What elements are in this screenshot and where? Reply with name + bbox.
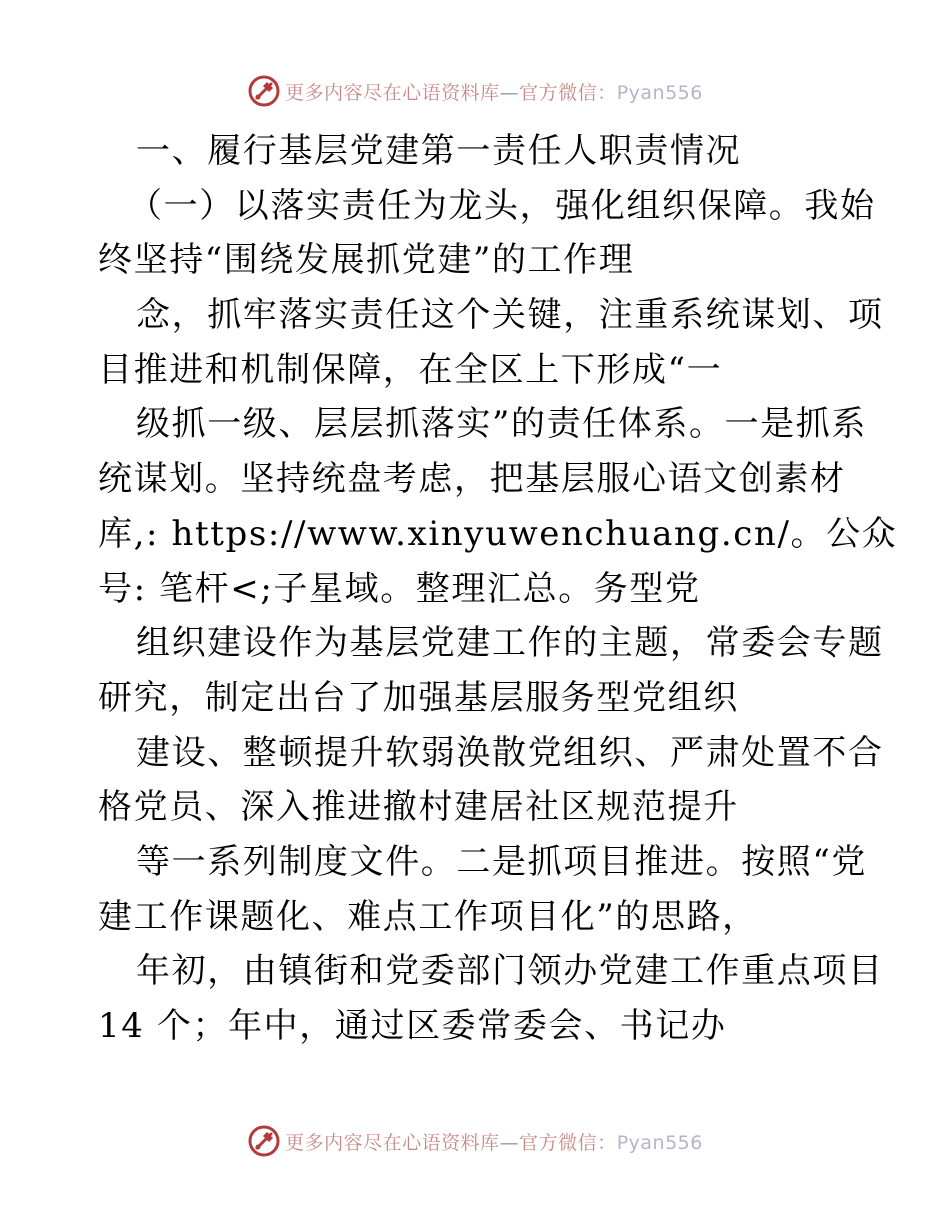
brand-logo-icon: [247, 74, 281, 108]
body-line: 一、履行基层党建第一责任人职责情况: [136, 131, 742, 171]
banner-wechat-id: Pyan556: [616, 1131, 703, 1154]
body-line: 年初，由镇街和党委部门领办党建工作重点项目: [136, 951, 884, 992]
body-line: 建工作课题化、难点工作项目化”的思路，: [98, 896, 758, 937]
banner-title: 更多内容尽在心语资料库: [285, 1131, 500, 1154]
footer-banner: [0, 1124, 950, 1158]
body-line: 格党员、深入推进撤村建居社区规范提升: [98, 787, 739, 828]
banner-wechat-id: Pyan556: [616, 81, 703, 104]
body-line: 14 个；年中，通过区委常委会、书记办: [98, 1006, 727, 1046]
body-line: 研究，制定出台了加强基层服务型党组织: [98, 677, 739, 718]
footer-banner-text: [285, 1128, 703, 1155]
document-body: [98, 124, 898, 1054]
header-banner-text: [285, 78, 703, 105]
banner-wechat-label: 官方微信：: [519, 1131, 617, 1154]
body-line: 级抓一级、层层抓落实”的责任体系。一是抓系: [136, 404, 867, 445]
body-line: 建设、整顿提升软弱涣散党组织、严肃处置不合: [136, 732, 884, 773]
header-banner: [0, 74, 950, 108]
banner-separator: —: [499, 81, 520, 104]
body-line: 统谋划。坚持统盘考虑，把基层服心语文创素材: [98, 459, 846, 500]
body-line: 号: 笔杆<;子星域。整理汇总。务型党: [98, 568, 701, 609]
body-line: 念，抓牢落实责任这个关键，注重系统谋划、项: [136, 295, 884, 336]
banner-wechat-label: 官方微信：: [519, 81, 617, 104]
body-line: 等一系列制度文件。二是抓项目推进。按照“党: [136, 841, 867, 882]
body-line: 目推进和机制保障，在全区上下形成“一: [98, 349, 723, 390]
body-line: 终坚持“围绕发展抓党建”的工作理: [98, 240, 635, 281]
banner-title: 更多内容尽在心语资料库: [285, 81, 500, 104]
banner-separator: —: [499, 1131, 520, 1154]
body-line: （一）以落实责任为龙头，强化组织保障。我始: [128, 185, 876, 226]
body-line: 库,: https://www.xinyuwenchuang.cn/。公众: [98, 513, 898, 554]
body-line: 组织建设作为基层党建工作的主题，常委会专题: [136, 623, 884, 664]
brand-logo-icon: [247, 1124, 281, 1158]
